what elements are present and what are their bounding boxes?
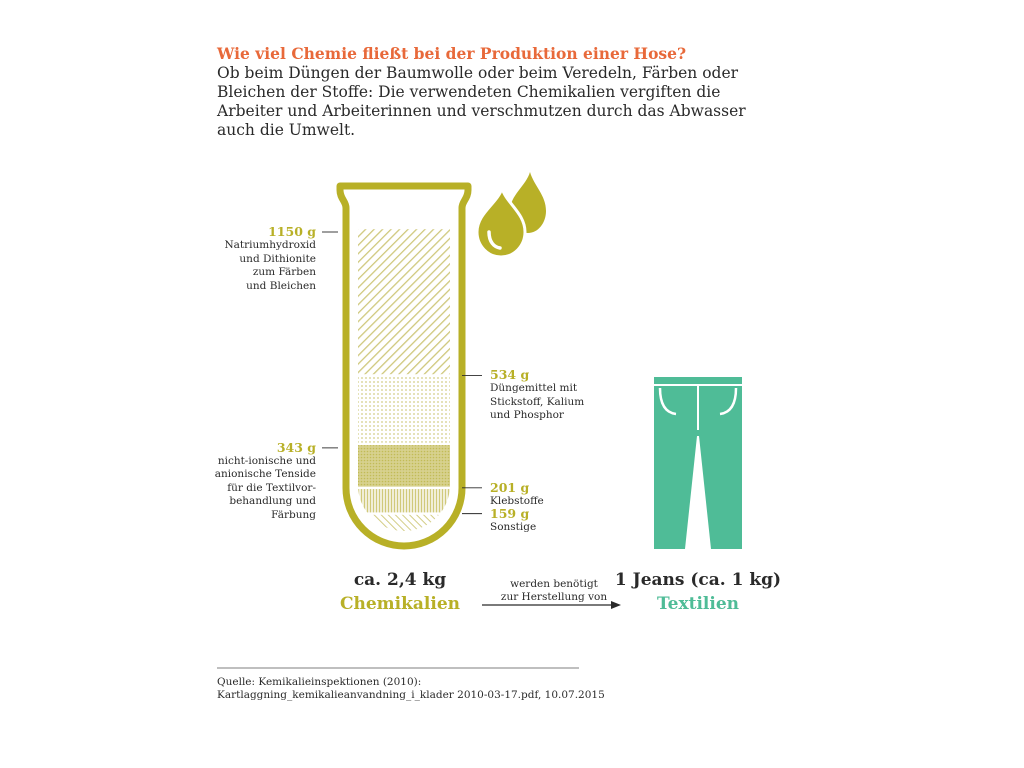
segment-label [490,367,630,423]
drops-icon [477,172,546,257]
source-line-1: Quelle: Kemikalieinspektionen (2010): [217,676,422,688]
segment-value: 159 g [490,505,530,521]
segment-label [490,506,630,535]
segment-label [196,440,316,523]
tube-segments [358,229,450,533]
segment-description: und Bleichen [246,279,316,292]
segment-description: und Dithionite [239,252,316,265]
arrow-caption-line-1: werden benötigt [510,578,598,590]
segment-description: anionische Tenside [214,468,316,481]
segment-label [490,480,630,509]
segment-description: behandlung und [229,495,316,508]
segment-description: für die Textilvor- [227,481,316,494]
source-note [217,676,605,702]
segment-description: Düngemittel mit [490,382,578,395]
segment-description: und Phosphor [490,409,564,422]
segment-description: Klebstoffe [490,494,544,507]
tube-segment [358,445,450,487]
chemicals-label: Chemikalien [339,594,461,614]
chart-subtitle: Ob beim Düngen der Baumwolle oder beim Veredeln, Färben oder Bleichen der Stoffe: Die verwendeten Chemikalien vergiften die Arbeiter und Arbeiterinnen und verschmutzen durch das Abwasser auch die Umwelt. [217,64,746,139]
textiles-label: Textilien [656,594,740,614]
segment-description: zum Färben [252,266,316,278]
arrow-caption-line-2: zur Herstellung von [500,591,608,603]
segment-value: 534 g [490,367,530,383]
chemicals-total: ca. 2,4 kg [353,570,447,590]
tube-segment [358,377,450,443]
segment-description: Sonstige [490,520,537,533]
segment-value: 201 g [490,479,530,495]
tube-segment [358,515,450,533]
segment-value: 343 g [276,439,316,455]
tube-segment [358,229,450,374]
segment-value: 1150 g [268,224,316,239]
tube-segment [358,489,450,512]
segment-description: Natriumhydroxid [224,239,316,251]
segment-label [196,224,316,293]
chart-title: Wie viel Chemie fließt bei der Produktion einer Hose? [217,44,687,63]
jeans-total: 1 Jeans (ca. 1 kg) [614,570,782,590]
segment-description: nicht-ionische und [217,454,316,467]
segment-description: Färbung [271,508,316,521]
segment-description: Stickstoff, Kalium [490,395,585,408]
jeans-icon [654,377,742,549]
source-line-2: Kartlaggning_kemikalieanvandning_i_klader 2010-03-17.pdf, 10.07.2015 [217,689,605,701]
